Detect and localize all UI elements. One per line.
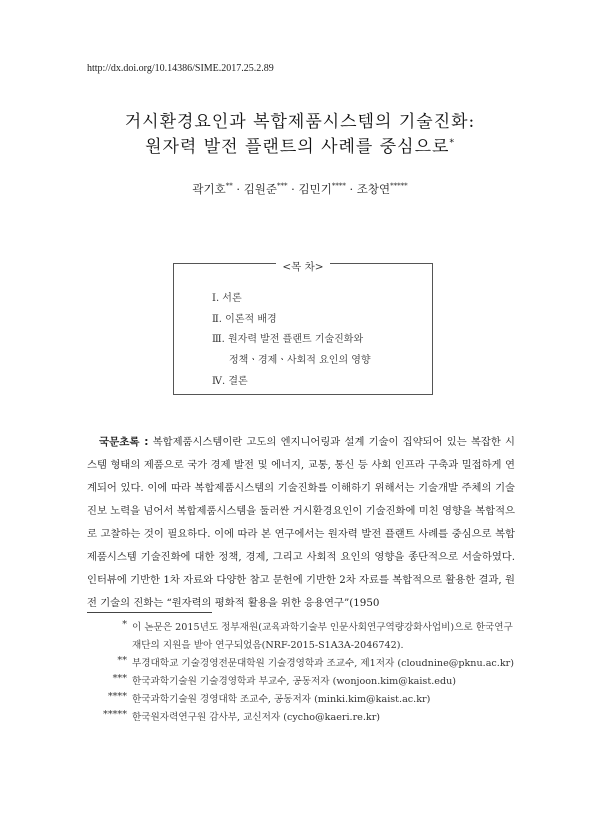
footnote-text: 한국원자력연구원 감사부, 교신저자 (cycho@kaeri.re.kr) — [132, 712, 381, 723]
footnote-text: 한국과학기술원 경영대학 조교수, 공동저자 (minki.kim@kaist.ac.kr) — [132, 694, 431, 705]
footnote-mark: *** — [112, 673, 127, 684]
toc-item-continued: 정책ㆍ경제ㆍ사회적 요인의 영향 — [229, 355, 371, 366]
author-mark: ** — [225, 182, 233, 191]
author-name: 조창연 — [356, 182, 391, 196]
author-separator: · — [232, 182, 244, 196]
author-mark: ***** — [390, 182, 408, 191]
author-name: 김원준 — [243, 182, 278, 196]
toc-item: Ⅱ. 이론적 배경 — [212, 314, 277, 325]
toc-item: Ⅲ. 원자력 발전 플랜트 기술진화와 — [212, 334, 364, 345]
table-of-contents — [173, 263, 433, 395]
footnote-text: 재단의 지원을 받아 연구되었음(NRF-2015-S1A3A-2046742). — [132, 640, 404, 651]
toc-item: Ⅳ. 결론 — [212, 376, 248, 387]
paper-title-line1: 거시환경요인과 복합제품시스템의 기술진화: — [124, 112, 476, 132]
author-name: 곽기호 — [192, 182, 226, 196]
korean-abstract — [87, 431, 515, 615]
footnote-text: 부경대학교 기술경영전문대학원 기술경영학과 조교수, 제1저자 (cloudnine@pknu.ac.kr) — [132, 658, 514, 669]
toc-title — [174, 255, 432, 274]
toc-item: Ⅰ. 서론 — [212, 293, 242, 304]
abstract-text: 복합제품시스템이란 고도의 엔지니어링과 설계 기술이 집약되어 있는 복잡한 시스템 형태의 제품으로 국가 경제 발전 및 에너지, 교통, 통신 등 사회 인프라 구축과 밀접하게 연계되어 있다. 이에 따라 복합제품시스템의 기술진화를 이해하기 위해서는 기술개발 주체의 기술진보 노력을 넘어서 복합제품시스템을 둘러싼 거시환경요인이 기술진화에 미친 영향을 복합적으로 고찰하는 것이 필요하다. 이에 따라 본 연구에서는 원자력 발전 플랜트 사례를 중심으로 복합제품시스템 기술진화에 대한 정책, 경제, 그리고 사회적 요인의 영향을 종단적으로 서술하였다. 인터뷰에 기반한 1차 자료와 다양한 참고 문헌에 기반한 2차 자료를 복합적으로 활용한 결과, 원전 기술의 진화는 “원자력의 평화적 활용을 위한 응용연구”(1950 — [87, 436, 515, 609]
footnote-mark: **** — [107, 691, 127, 702]
author-list — [0, 181, 600, 197]
abstract-label: 국문초록 : — [99, 436, 149, 448]
footnote-mark: ***** — [103, 709, 127, 720]
footnote-mark: ** — [117, 655, 127, 666]
author-mark: *** — [277, 182, 288, 191]
footnote-mark: * — [122, 619, 127, 630]
author-separator: · — [345, 182, 357, 196]
doi-link[interactable]: http://dx.doi.org/10.14386/SIME.2017.25.2.89 — [87, 63, 274, 74]
footnote-text: 한국과학기술원 기술경영학과 부교수, 공동저자 (wonjoon.kim@kaist.edu) — [132, 676, 457, 687]
author-separator: · — [287, 182, 299, 196]
toc-title-text: <목 차> — [276, 261, 329, 273]
title-footnote-mark: * — [449, 138, 455, 149]
author-name: 김민기 — [298, 182, 332, 196]
paper-title-line2-text: 원자력 발전 플랜트의 사례를 중심으로 — [145, 137, 450, 157]
footnote-divider — [87, 612, 212, 613]
author-mark: **** — [331, 182, 346, 191]
paper-title-line2 — [0, 132, 600, 157]
footnote-text: 이 논문은 2015년도 정부재원(교육과학기술부 인문사회연구역량강화사업비)으로 한국연구 — [132, 622, 513, 633]
